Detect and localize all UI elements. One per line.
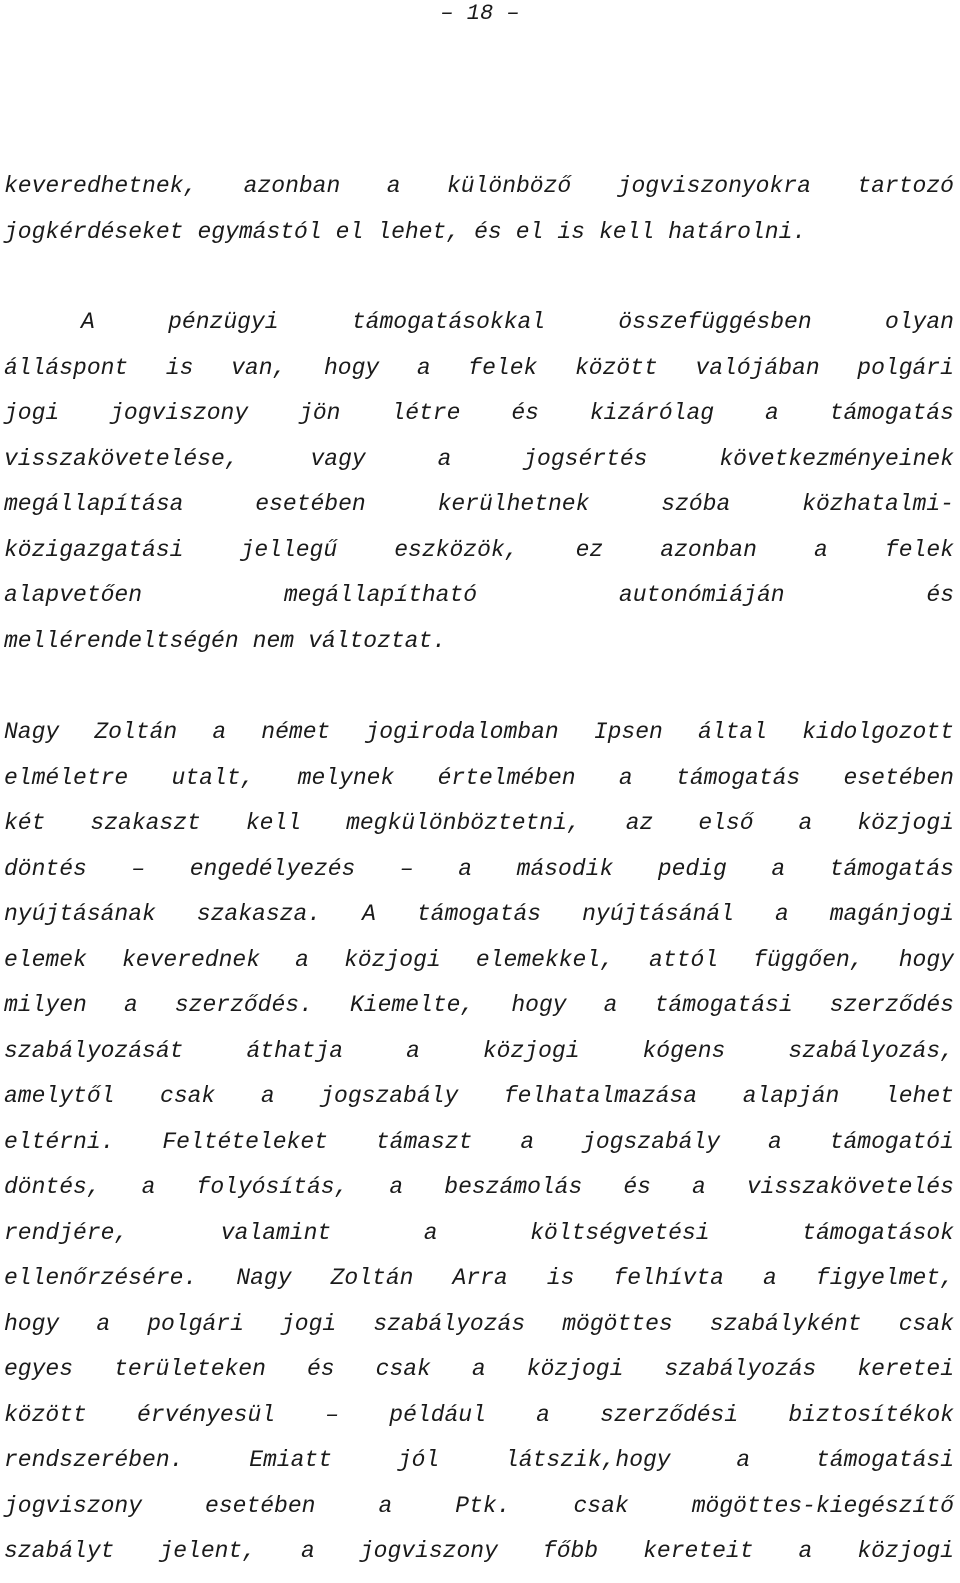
word: szabályozás [373,1310,526,1337]
text-line [4,1029,954,1075]
word: és [926,582,954,608]
word: következményeinek [719,445,954,472]
word: szabályozását [4,1037,184,1064]
word: alapján [742,1083,840,1109]
word: beszámolás [444,1174,583,1200]
text-line [4,391,954,437]
word: támogatás [416,901,542,927]
text-line [4,1347,954,1393]
word: a [295,946,309,973]
word: közjogi [857,1538,954,1564]
word: második [516,855,614,882]
word: szerződés. [174,992,313,1018]
word: nyújtásánál [582,901,734,927]
word: autonómiáján [618,582,785,608]
word: rendszerében. [4,1447,184,1473]
word: létre [391,400,461,426]
word: támogatói [829,1128,954,1155]
word: szabályt [4,1538,115,1564]
word: jelent, [159,1538,257,1564]
word: a [764,400,779,426]
word: látszik,hogy [504,1447,671,1473]
text-line [4,1529,954,1575]
word: biztosítékok [788,1401,954,1428]
word: azonban [660,536,757,563]
text-line [4,1393,954,1439]
word: jól [397,1447,440,1473]
word: utalt, [171,764,255,791]
word: jellegű [240,536,338,563]
word: szabályozás [664,1356,817,1382]
word: szóba [661,491,731,517]
word: két [4,810,46,836]
word: milyen [4,992,87,1018]
word: figyelmet, [815,1265,954,1291]
word: elméletre [4,764,129,791]
word: a [386,173,401,199]
word: azonban [243,173,341,199]
word: mögöttes [562,1310,673,1337]
word: felhatalmazása [503,1083,698,1109]
page-number: – 18 – [440,1,520,26]
text-line [4,164,954,210]
word: támaszt [375,1128,473,1155]
word: és [511,400,539,426]
word: mellérendeltségén [4,627,239,654]
word: kereteit [643,1538,754,1564]
word: keretei [857,1356,954,1382]
text-line [4,300,954,346]
word: jogviszony [359,1538,498,1564]
word: a [260,1083,275,1109]
text-line [4,756,954,802]
word: értelmében [437,764,576,791]
word: folyósítás, [196,1174,349,1200]
word: az [625,810,654,836]
word: változtat. [308,627,447,654]
word: a [536,1401,550,1428]
word: között [574,354,658,381]
word: között [4,1401,87,1428]
word: Zoltán [330,1265,414,1291]
word: érvényesül [137,1401,276,1428]
word: ez [575,536,604,563]
text-line [4,346,954,392]
paragraph-2 [4,300,954,664]
word: jogsértés [523,445,648,472]
word: polgári [857,354,954,381]
word: magánjogi [829,901,954,927]
word: Emiatt [249,1447,333,1473]
word: Ipsen [593,719,663,745]
word: a [767,1128,782,1155]
word: a [520,1128,535,1155]
word: visszakövetelés [746,1174,954,1200]
word: is [557,218,585,245]
word: főbb [542,1538,599,1564]
word: megállapítása [4,491,184,517]
word: a [389,1174,404,1200]
word: döntés, [4,1174,101,1200]
word: álláspont [4,354,129,381]
word: függően, [753,946,864,973]
word: pénzügyi [168,309,279,335]
text-line [4,892,954,938]
word: tartozó [857,173,954,199]
word: kell [598,218,655,245]
text-line [4,1211,954,1257]
word: rendjére, [4,1219,129,1246]
word: olyan [884,309,954,335]
word: kerülhetnek [437,491,590,517]
word: szabályozás, [788,1037,954,1064]
word: kógens [642,1037,726,1064]
text-line [4,1302,954,1348]
word: – [325,1401,340,1428]
word: egymástól [197,218,322,245]
text-line [4,619,954,665]
word: el [515,218,544,245]
text-line [4,1438,954,1484]
word: felhívta [613,1265,724,1291]
word: A [81,309,95,335]
word: nem [252,627,295,654]
word: és [306,1356,335,1382]
word: közjogi [857,810,954,836]
word: szakasza. [196,901,322,927]
word: – [131,855,146,882]
word: a [736,1447,751,1473]
word: területeken [114,1356,266,1382]
word: van, [231,354,287,381]
word: A [362,901,376,927]
text-line [4,847,954,893]
text-line [4,437,954,483]
word: megállapítható [283,582,478,608]
word: jogirodalomban [365,719,559,745]
word: egyes [4,1356,74,1382]
word: például [389,1401,486,1428]
word: a [814,536,828,563]
word: felek [884,536,954,563]
word: elemekkel, [475,946,614,973]
word: eszközök, [394,536,519,563]
word: lehet, [377,218,461,245]
word: amelytől [4,1083,115,1109]
word: Kiemelte, [350,992,475,1018]
word: jogviszonyokra [617,173,811,199]
word: keverednek [121,946,260,973]
word: elemek [4,946,87,973]
word: a [692,1174,706,1200]
word: esetében [255,491,366,517]
word: és [623,1174,651,1200]
word: a [301,1538,315,1564]
word: valamint [220,1219,332,1246]
word: csak [573,1492,629,1519]
word: jogi [280,1310,337,1337]
word: Feltételeket [162,1128,328,1155]
word: közigazgatási [4,536,184,563]
word: támogatási [654,992,793,1018]
word: közjogi [344,946,441,973]
word: Zoltán [94,719,178,745]
word: a [437,445,452,472]
word: pedig [657,855,727,882]
text-line [4,528,954,574]
word: Ptk. [455,1492,511,1519]
word: hogy [898,946,954,973]
word: szerződés [829,992,954,1018]
word: a [774,901,789,927]
word: áthatja [246,1037,344,1064]
word: lehet [884,1083,954,1109]
word: Nagy [236,1265,292,1291]
paragraph-1 [4,164,954,255]
word: közjogi [482,1037,580,1064]
word: szabályként [709,1310,862,1337]
word: támogatási [815,1447,954,1473]
word: a [123,992,138,1018]
word: a [406,1037,420,1064]
word: a [471,1356,486,1382]
word: csak [898,1310,954,1337]
word: attól [649,946,719,973]
text-line [4,710,954,756]
word: a [798,810,813,836]
word: esetében [843,764,954,791]
word: a [96,1310,111,1337]
word: polgári [147,1310,244,1337]
word: engedélyezés [189,855,356,882]
word: hogy [511,992,567,1018]
word: támogatás [676,764,801,791]
word: jogi [4,400,60,426]
word: kizárólag [589,400,715,426]
paragraph-3 [4,710,954,1575]
word: támogatás [829,400,954,426]
word: hogy [323,354,380,381]
word: megkülönböztetni, [346,810,581,836]
word: a [378,1492,393,1519]
word: a [603,992,618,1018]
word: a [763,1265,777,1291]
word: melynek [297,764,395,791]
word: visszakövetelése, [4,445,239,472]
text-line [4,210,954,256]
word: csak [160,1083,216,1109]
word: hogy [4,1310,60,1337]
text-line [4,938,954,984]
text-line [4,573,954,619]
word: felek [468,354,538,381]
text-line [4,1484,954,1530]
word: keveredhetnek, [4,173,198,199]
word: közhatalmi- [802,491,954,517]
word: jogkérdéseket [4,218,184,245]
word: szerződési [600,1401,739,1428]
word: első [698,810,754,836]
word: támogatás [829,855,954,882]
word: Nagy [4,719,60,745]
word: alapvetően [4,582,143,608]
word: jogszabály [582,1128,721,1155]
text-line [4,983,954,1029]
word: ellenőrzésére. [4,1265,198,1291]
word: esetében [205,1492,316,1519]
word: csak [375,1356,431,1382]
word: és [474,218,502,245]
word: jön [299,400,341,426]
word: közjogi [526,1356,624,1382]
text-line [4,1256,954,1302]
word: szakaszt [90,810,201,836]
word: támogatásokkal [351,309,546,335]
word: nyújtásának [4,901,156,927]
word: a [416,354,431,381]
word: határolni. [668,218,807,245]
word: támogatások [802,1219,954,1246]
word: jogviszony [110,400,249,426]
word: által [697,719,767,745]
word: a [798,1538,813,1564]
text-line [4,1074,954,1120]
word: a [141,1174,156,1200]
text-line [4,482,954,528]
word: is [165,354,194,381]
word: valójában [695,354,820,381]
word: el [335,218,364,245]
word: – [399,855,414,882]
word: összefüggésben [618,309,812,335]
word: mögöttes-kiegészítő [691,1492,954,1519]
word: a [423,1219,438,1246]
word: német [261,719,331,745]
word: vagy [310,445,366,472]
word: különböző [446,173,572,199]
word: költségvetési [530,1219,710,1246]
word: a [458,855,473,882]
word: jogszabály [320,1083,459,1109]
word: is [546,1265,575,1291]
word: a [771,855,786,882]
word: kell [245,810,302,836]
text-line [4,1120,954,1166]
word: jogviszony [4,1492,143,1519]
text-line [4,801,954,847]
word: a [212,719,227,745]
word: Arra [452,1265,508,1291]
word: kidolgozott [802,719,954,745]
text-line [4,1165,954,1211]
word: a [618,764,633,791]
word: döntés [4,855,87,882]
word: eltérni. [4,1128,115,1155]
